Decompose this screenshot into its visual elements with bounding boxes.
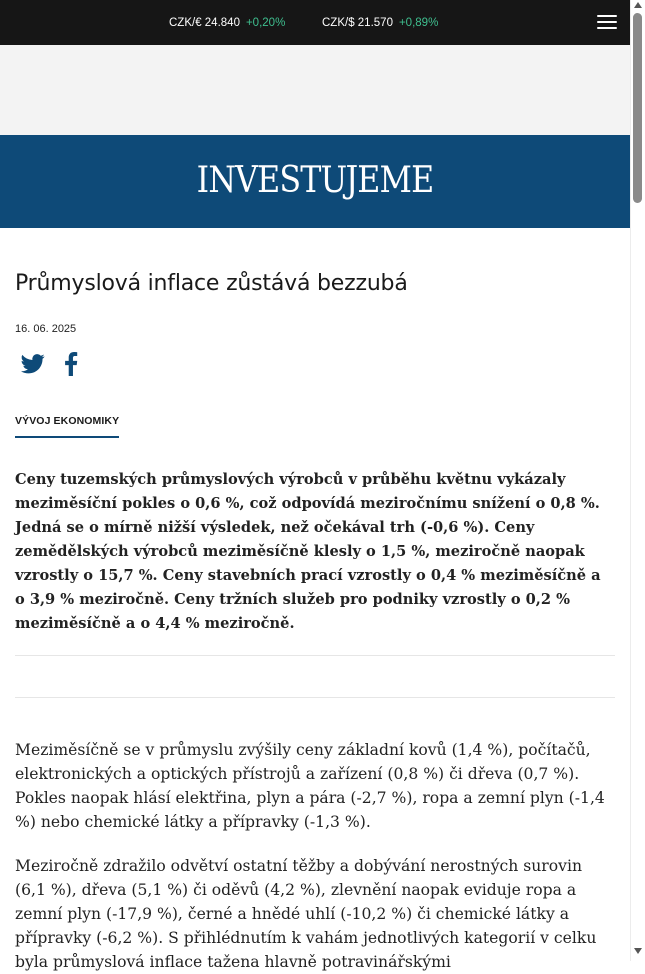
site-logo[interactable]: INVESTUJEME (196, 160, 434, 201)
ticker-pair-eur: CZK/€ 24.840 (169, 17, 240, 29)
article-paragraph: Meziročně zdražilo odvětví ostatní těžby a dobývání nerostných surovin (6,1 %), dřeva (5,1 %) či oděvů (4,2 %), zlevnění naopak eviduje ropa a zemní plyn (-17,9 %), černé a hnědé uhlí (-10,2 %) či chemické látky a přípravky (-6,2 %). S přihlédnutím k vahám jednotlivých kategorií v celku byla průmyslová inflace tažena hlavně potravinářskými (15, 857, 597, 971)
divider (15, 697, 615, 698)
menu-line (597, 27, 617, 29)
article-paragraph: Meziměsíčně se v průmyslu zvýšily ceny základní kovů (1,4 %), počítačů, elektronických a optických přístrojů a zařízení (0,8 %) či dřeva (0,7 %). Pokles naopak hlásí elektřina, plyn a pára (-2,7 %), ropa a zemní plyn (-1,4 %) nebo chemické látky a přípravky (-1,3 %). (15, 741, 605, 831)
twitter-icon[interactable] (21, 353, 45, 375)
ticker-item-eur (169, 15, 285, 31)
category-link[interactable]: VÝVOJ EKONOMIKY (15, 413, 119, 438)
menu-line (597, 21, 617, 23)
article-perex: Ceny tuzemských průmyslových výrobců v průběhu květnu vykázaly meziměsíční pokles o 0,6 %, což odpovídá meziročnímu snížení o 0,8 %. Jedná se o mírně nižší výsledek, než očekával trh (-0,6 %). Ceny zemědělských výrobců meziměsíčně klesly o 1,5 %, meziročně naopak vzrostly o 15,7 %. Ceny stavebních prací vzrostly o 0,4 % meziměsíčně a o 3,9 % meziročně. Ceny tržních služeb pro podniky vzrostly o 0,2 % meziměsíčně a o 4,4 % meziročně. (15, 471, 601, 632)
article-title: Průmyslová inflace zůstává bezzubá (15, 271, 408, 296)
ticker-change-eur: +0,20% (245, 17, 286, 29)
ticker-item-usd (322, 15, 438, 31)
currency-ticker-bar (0, 0, 630, 45)
scroll-down-arrow-icon[interactable] (634, 948, 642, 954)
scroll-up-arrow-icon[interactable] (634, 2, 642, 8)
ad-placeholder (0, 45, 630, 135)
article-date: 16. 06. 2025 (15, 323, 77, 335)
menu-line (597, 15, 617, 17)
scrollbar-thumb[interactable] (633, 13, 642, 203)
ticker-change-usd: +0,89% (398, 17, 439, 29)
hamburger-menu-icon[interactable] (596, 13, 618, 31)
divider (15, 655, 615, 656)
ticker-pair-usd: CZK/$ 21.570 (322, 17, 393, 29)
facebook-icon[interactable] (62, 352, 80, 376)
